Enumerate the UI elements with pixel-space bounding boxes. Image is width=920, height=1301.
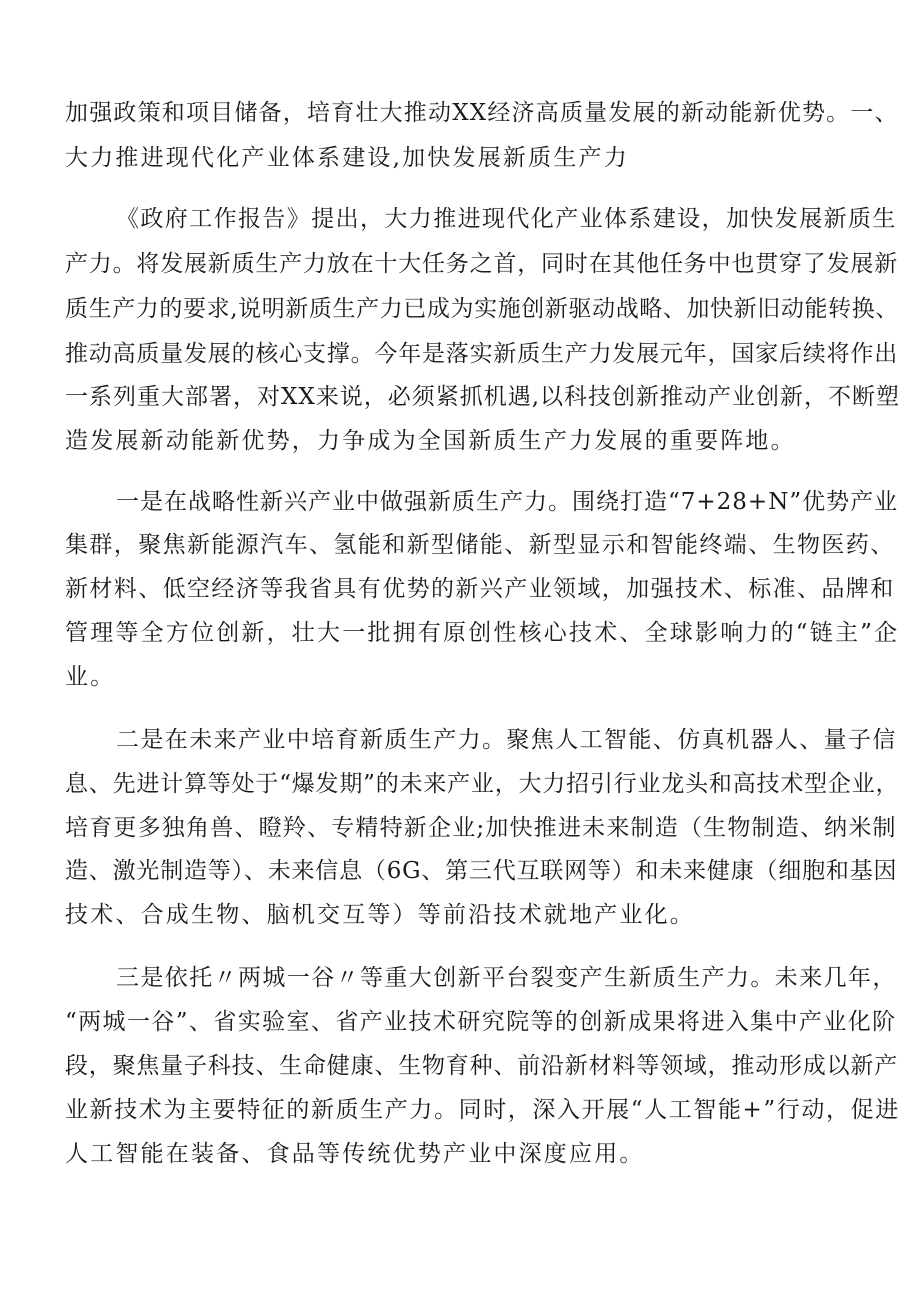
- text-line: 业新技术为主要特征的新质生产力。同时，深入开展“人工智能+”行动，促进: [65, 1097, 900, 1123]
- text-line: 管理等全方位创新，壮大一批拥有原创性核心技术、全球影响力的“链主”企: [65, 620, 900, 646]
- text-line: 产力。将发展新质生产力放在十大任务之首，同时在其他任务中也贯穿了发展新: [65, 251, 898, 277]
- text-line: 造、激光制造等）、未来信息（6G、第三代互联网等）和未来健康（细胞和基因: [65, 858, 898, 884]
- text-line: 二是在未来产业中培育新质生产力。聚焦人工智能、仿真机器人、量子信: [116, 727, 897, 753]
- text-line: 造发展新动能新优势，力争成为全国新质生产力发展的重要阵地。: [65, 428, 796, 454]
- text-line: 人工智能在装备、食品等传统优势产业中深度应用。: [65, 1141, 645, 1167]
- text-line: 三是依托〃两城一谷〃等重大创新平台裂变产生新质生产力。未来几年，: [116, 965, 897, 991]
- text-line: 推动高质量发展的核心支撑。今年是落实新质生产力发展元年，国家后续将作出: [65, 341, 898, 367]
- text-line: 息、先进计算等处于“爆发期”的未来产业，大力招引行业龙头和高技术型企业，: [65, 771, 900, 797]
- text-line: 集群，聚焦新能源汽车、氢能和新型储能、新型显示和智能终端、生物医药、: [65, 532, 895, 558]
- text-line: 大力推进现代化产业体系建设,加快发展新质生产力: [65, 145, 629, 171]
- text-line: 新材料、低空经济等我省具有优势的新兴产业领域，加强技术、标准、品牌和: [65, 576, 895, 602]
- text-line: 一系列重大部署，对XX来说，必须紧抓机遇,以科技创新推动产业创新，不断塑: [65, 384, 901, 410]
- text-line: 一是在战略性新兴产业中做强新质生产力。围绕打造“7+28+N”优势产业: [116, 489, 899, 515]
- text-line: “两城一谷”、省实验室、省产业技术研究院等的创新成果将进入集中产业化阶: [65, 1009, 897, 1035]
- text-line: 业。: [65, 664, 116, 690]
- text-line: 培育更多独角兽、瞪羚、专精特新企业;加快推进未来制造（生物制造、纳米制: [65, 815, 897, 841]
- text-line: 技术、合成生物、脑机交互等）等前沿技术就地产业化。: [65, 902, 695, 928]
- text-line: 《政府工作报告》提出，大力推进现代化产业体系建设，加快发展新质生: [116, 206, 897, 232]
- text-line: 段，聚焦量子科技、生命健康、生物育种、前沿新材料等领域，推动形成以新产: [65, 1053, 898, 1079]
- text-line: 质生产力的要求,说明新质生产力已成为实施创新驱动战略、加快新旧动能转换、: [65, 296, 899, 322]
- text-line: 加强政策和项目储备，培育壮大推动XX经济高质量发展的新动能新优势。一、: [65, 100, 899, 126]
